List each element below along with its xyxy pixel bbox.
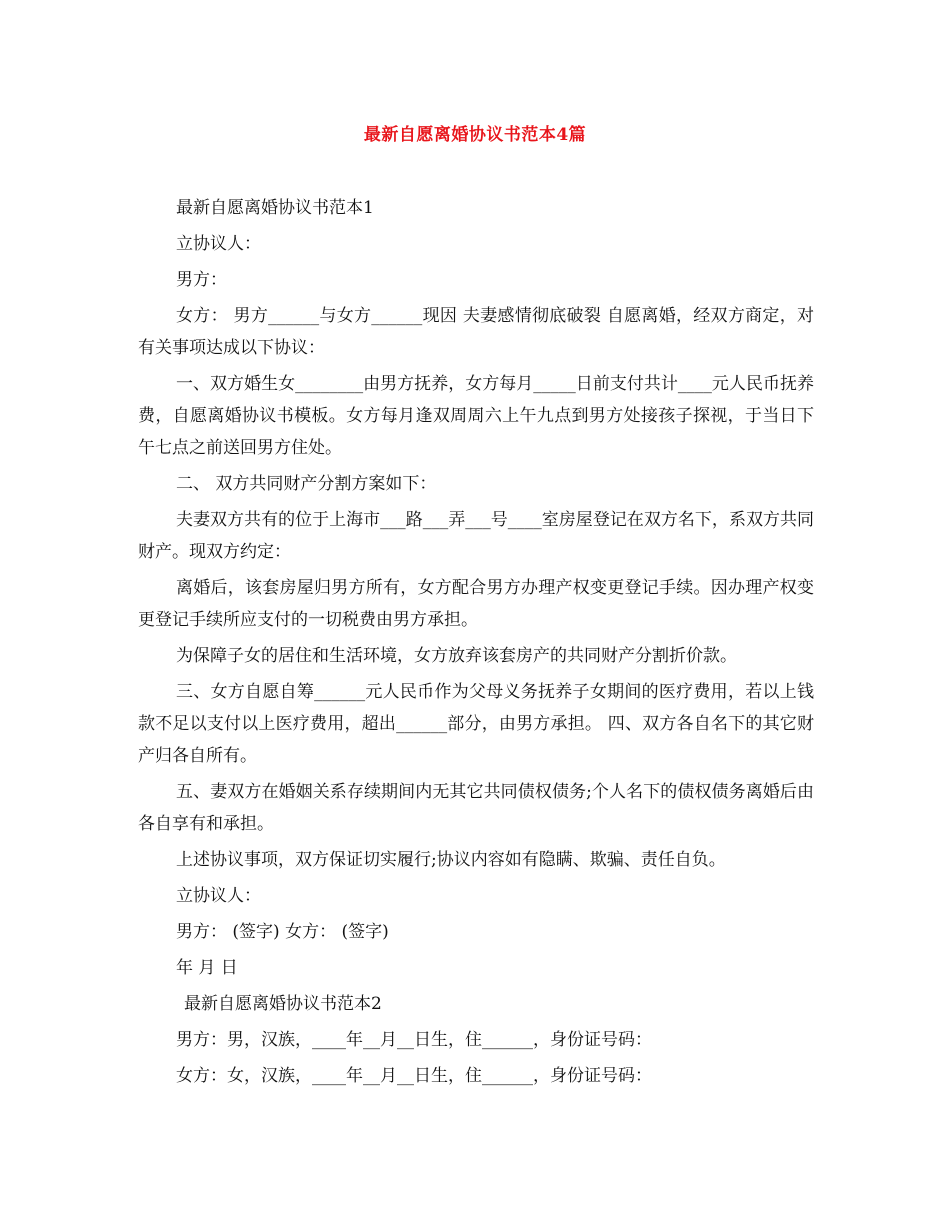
paragraph-clause-5: 五、妻双方在婚姻关系存续期间内无其它共同债权债务;个人名下的债权债务离婚后由各自享有和承担。 — [138, 782, 814, 834]
paragraph-party-label: 立协议人： — [176, 234, 261, 254]
paragraph-male-info: 男方：男，汉族，____年__月__日生，住______，身份证号码： — [176, 1030, 652, 1050]
paragraph-signatures: 男方： (签字) 女方： (签字) — [176, 922, 389, 942]
paragraph-female-party: 女方： 男方______与女方______现因 夫妻感情彻底破裂 自愿离婚，经双方商定，对有关事项达成以下协议： — [138, 306, 814, 358]
document-body — [138, 192, 814, 1096]
document-title: 最新自愿离婚协议书范本4篇 — [363, 125, 587, 145]
paragraph-clause-1: 一、双方婚生女________由男方抚养，女方每月_____日前支付共计____元人民币抚养费，自愿离婚协议书模板。女方每月逢双周周六上午九点到男方处接孩子探视，于当日下午七点之前送回男方住处。 — [138, 374, 814, 458]
paragraph-heading-1: 最新自愿离婚协议书范本1 — [176, 198, 374, 218]
paragraph-clause-3-4: 三、女方自愿自筹______元人民币作为父母义务抚养子女期间的医疗费用，若以上钱款不足以支付以上医疗费用，超出______部分，由男方承担。 四、双方各自名下的其它财产归各自所有。 — [138, 682, 814, 766]
paragraph-property-ownership: 离婚后，该套房屋归男方所有，女方配合男方办理产权变更登记手续。因办理产权变更登记手续所应支付的一切税费由男方承担。 — [138, 578, 814, 630]
paragraph-male-party: 男方： — [176, 270, 227, 290]
paragraph-signatories: 立协议人： — [176, 886, 261, 906]
paragraph-female-info: 女方：女，汉族，____年__月__日生，住______，身份证号码： — [176, 1066, 652, 1086]
paragraph-guarantee: 上述协议事项，双方保证切实履行;协议内容如有隐瞒、欺骗、责任自负。 — [176, 850, 726, 870]
paragraph-property-waiver: 为保障子女的居住和生活环境，女方放弃该套房产的共同财产分割折价款。 — [176, 646, 737, 666]
paragraph-heading-2: 最新自愿离婚协议书范本2 — [184, 994, 382, 1014]
paragraph-property: 夫妻双方共有的位于上海市___路___弄___号____室房屋登记在双方名下，系双方共同财产。现双方约定： — [138, 510, 814, 562]
paragraph-clause-2: 二、 双方共同财产分割方案如下： — [176, 474, 437, 494]
paragraph-date: 年 月 日 — [176, 958, 238, 978]
